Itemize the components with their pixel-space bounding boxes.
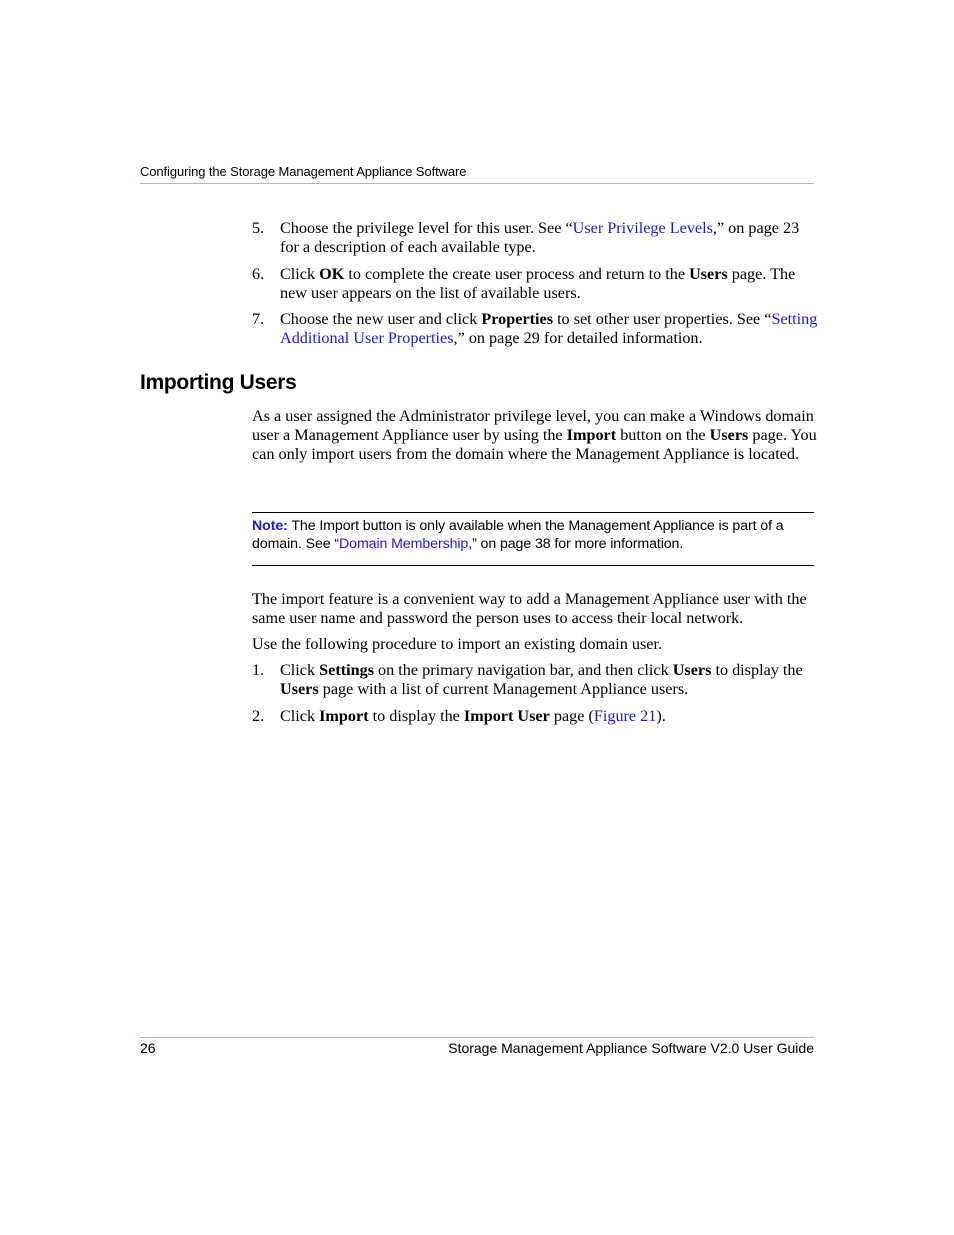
intro-paragraph: As a user assigned the Administrator privilege level, you can make a Windows domain user a Management Appliance user by using the Import button on the Users page. You can only import users from the domain where the Management Appliance is located. [252,407,817,463]
step-number: 2. [252,707,265,725]
footer-rule [140,1037,814,1038]
footer-guide-title: Storage Management Appliance Software V2.0 User Guide [448,1040,814,1056]
list-item-step-2: 2. Click Import to display the Import User page (Figure 21). [252,707,666,725]
header-rule [140,183,814,184]
list-item-step-6: 6. Click OK to complete the create user process and return to the Users page. The new user appears on the list of available users. [252,265,796,302]
list-item-step-5: 5. Choose the privilege level for this user. See “User Privilege Levels,” on page 23 for a description of each available type. [252,219,800,256]
list-item-step-1: 1. Click Settings on the primary navigation bar, and then click Users to display the Users page with a list of current Management Appliance users. [252,661,803,698]
note-text: Note: The Import button is only available when the Management Appliance is part of a domain. See “Domain Membership,” on page 38 for more information. [252,518,784,552]
section-heading: Importing Users [140,371,297,394]
list-item-step-7: 7. Choose the new user and click Properties to set other user properties. See “Setting Additional User Properties,” on page 29 for detailed information. [252,310,818,347]
page-number: 26 [140,1040,156,1056]
running-header: Configuring the Storage Management Appliance Software [140,164,467,179]
note-box [252,512,814,566]
link-domain-membership[interactable]: Domain Membership [339,535,469,552]
step-number: 6. [252,265,265,283]
import-feature-paragraph: The import feature is a convenient way to add a Management Appliance user with the same user name and password the person uses to access their local network. [252,590,807,627]
procedure-intro-paragraph: Use the following procedure to import an existing domain user. [252,635,662,653]
link-user-privilege-levels[interactable]: User Privilege Levels [572,219,713,237]
step-number: 5. [252,219,265,237]
link-figure-21[interactable]: Figure 21 [593,707,657,725]
note-label: Note: [252,518,288,534]
link-setting-additional-user-properties[interactable]: Setting Additional User Properties [280,310,818,347]
step-number: 1. [252,661,265,679]
step-number: 7. [252,310,265,328]
